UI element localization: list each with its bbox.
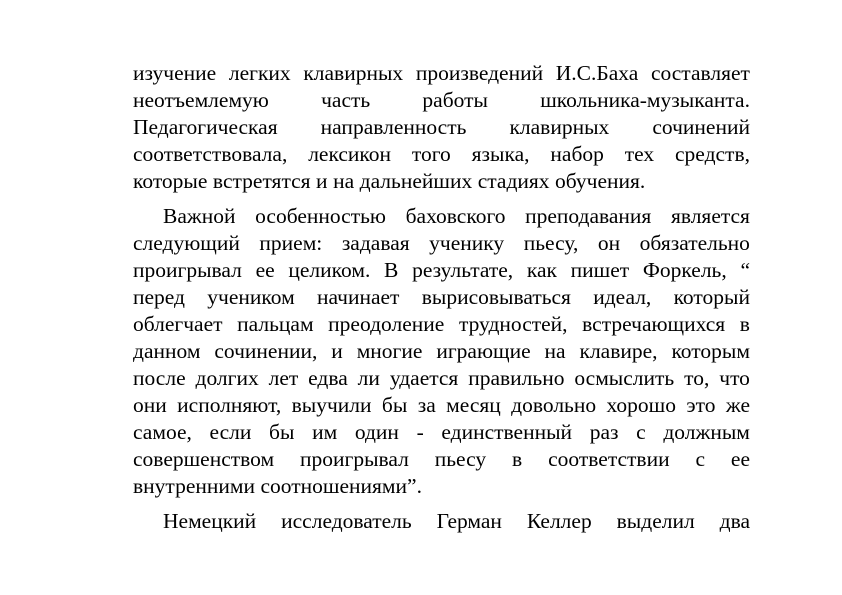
word: пальцам (237, 312, 314, 336)
word: исследователь (281, 509, 412, 533)
word: два (719, 509, 750, 533)
text-line (133, 87, 750, 114)
word: стадиях (477, 169, 550, 193)
word: прием: (259, 231, 323, 255)
word: облегчает (133, 312, 223, 336)
word: задавая (341, 231, 410, 255)
word: сочинений (652, 115, 750, 139)
word: ученику (429, 231, 505, 255)
word: выучили (291, 393, 372, 417)
text-line (133, 311, 750, 338)
word: изучение (133, 61, 217, 85)
word: на (544, 339, 566, 363)
word: пишет (570, 258, 630, 282)
word: составляет (650, 61, 750, 85)
text-line (163, 508, 750, 535)
word: осмыслить (574, 366, 675, 390)
word: работы (422, 88, 488, 112)
word: Форкель, (642, 258, 727, 282)
word: и (331, 339, 343, 363)
text-line (133, 284, 750, 311)
word: которым (671, 339, 750, 363)
word: и (316, 169, 328, 193)
word: бы (381, 393, 408, 417)
word: клавирных (303, 61, 404, 85)
word: является (670, 204, 750, 228)
word: бы (269, 420, 295, 444)
word: пьесу, (523, 231, 579, 255)
word: это (686, 393, 716, 417)
word: И.С.Баха (555, 61, 639, 85)
word: то, (684, 366, 710, 390)
word: один (354, 420, 399, 444)
word: “ (740, 258, 750, 282)
text-line (133, 114, 750, 141)
text-line (133, 141, 750, 168)
word: довольно (511, 393, 597, 417)
word: которые (133, 169, 208, 193)
text-line (163, 203, 750, 230)
word: исполняют, (177, 393, 282, 417)
text-line (133, 168, 750, 195)
word: набор (550, 142, 604, 166)
text-line (133, 473, 750, 500)
word: клавире, (579, 339, 658, 363)
text-line (133, 60, 750, 87)
word: самое, (133, 420, 192, 444)
word: вырисовываться (421, 285, 571, 309)
word: ее (255, 258, 275, 282)
word: удается (389, 366, 459, 390)
word: ее (730, 447, 750, 471)
word: дальнейших (359, 169, 473, 193)
word: средств, (675, 142, 750, 166)
word: с (695, 447, 706, 471)
word: Педагогическая (133, 115, 278, 139)
text-line (133, 365, 750, 392)
word: с (636, 420, 646, 444)
word: если (209, 420, 252, 444)
word: что (719, 366, 750, 390)
word: они (133, 393, 167, 417)
word: часть (321, 88, 371, 112)
word: соответствии (548, 447, 670, 471)
word: сочинении, (214, 339, 318, 363)
word: после (133, 366, 186, 390)
word: долгих (195, 366, 259, 390)
word: идеал, (593, 285, 652, 309)
word: Важной (163, 204, 236, 228)
word: того (411, 142, 451, 166)
word: соответствовала, (133, 142, 288, 166)
word: играющие (436, 339, 531, 363)
word: особенностью (255, 204, 386, 228)
word: внутренними (133, 474, 255, 498)
word: тех (624, 142, 655, 166)
word: хорошо (606, 393, 676, 417)
word: встречающихся (582, 312, 726, 336)
word: следующий (133, 231, 240, 255)
word: месяц (446, 393, 501, 417)
word: Герман (436, 509, 502, 533)
text-line (133, 230, 750, 257)
word: обязательно (639, 231, 750, 255)
word: обучения. (555, 169, 646, 193)
word: который (673, 285, 750, 309)
word: за (417, 393, 436, 417)
word: учеником (207, 285, 295, 309)
word: едва (308, 366, 348, 390)
word: Немецкий (163, 509, 257, 533)
word: многие (356, 339, 423, 363)
word: проигрывал (300, 447, 409, 471)
word: встретятся (212, 169, 311, 193)
word: как (526, 258, 557, 282)
word: неотъемлемую (133, 88, 269, 112)
word: должным (663, 420, 750, 444)
word: единственный (441, 420, 573, 444)
word: клавирных (509, 115, 610, 139)
word: школьника-музыканта. (540, 88, 750, 112)
word: направленность (320, 115, 467, 139)
word: он (597, 231, 621, 255)
word: в (739, 312, 750, 336)
word: на (333, 169, 355, 193)
word: же (725, 393, 750, 417)
word: результате, (412, 258, 514, 282)
text-line (133, 392, 750, 419)
word: преподавания (525, 204, 652, 228)
word: в (512, 447, 523, 471)
word: им (312, 420, 338, 444)
word: целиком. (288, 258, 371, 282)
text-line (133, 257, 750, 284)
word: данном (133, 339, 201, 363)
word: произведений (415, 61, 544, 85)
word: совершенством (133, 447, 275, 471)
text-line (133, 446, 750, 473)
word: легких (228, 61, 291, 85)
word: правильно (468, 366, 565, 390)
word: баховского (405, 204, 506, 228)
word: соотношениями”. (260, 474, 422, 498)
word: лексикон (308, 142, 392, 166)
word: В (384, 258, 399, 282)
word: - (416, 420, 424, 444)
word: начинает (316, 285, 400, 309)
word: перед (133, 285, 185, 309)
text-line (133, 419, 750, 446)
word: пьесу (434, 447, 487, 471)
word: Келлер (526, 509, 592, 533)
word: проигрывал (133, 258, 242, 282)
word: преодоление (328, 312, 445, 336)
word: языка, (471, 142, 530, 166)
word: трудностей, (458, 312, 568, 336)
word: ли (357, 366, 380, 390)
word: выделил (616, 509, 695, 533)
word: лет (268, 366, 299, 390)
word: раз (589, 420, 619, 444)
text-line (133, 338, 750, 365)
